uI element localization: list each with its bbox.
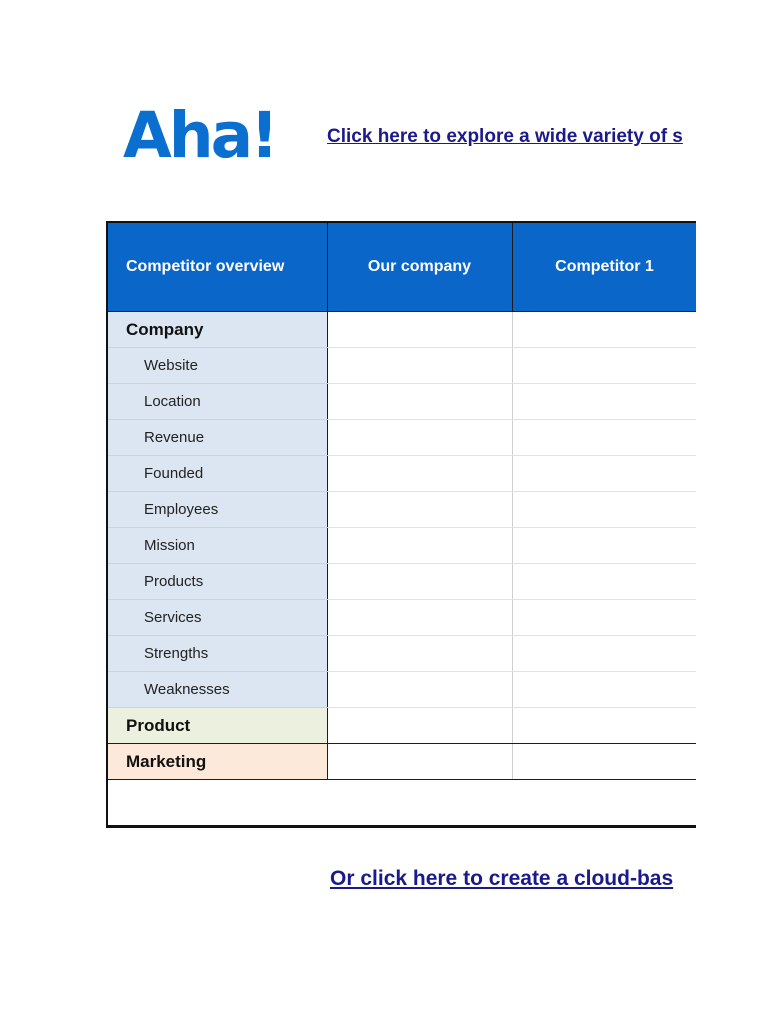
explore-templates-link[interactable]: Click here to explore a wide variety of s	[327, 126, 683, 147]
row-label-strengths: Strengths	[108, 636, 327, 672]
section-label-product: Product	[108, 708, 327, 744]
table-row	[108, 420, 696, 456]
table-footer	[108, 780, 696, 823]
table-row	[108, 384, 696, 420]
table-cell[interactable]	[327, 312, 512, 348]
header-row	[108, 223, 696, 312]
table-cell[interactable]	[327, 708, 512, 744]
section-label-marketing: Marketing	[108, 744, 327, 780]
table-cell[interactable]	[327, 384, 512, 420]
table-cell[interactable]	[327, 348, 512, 384]
section-row-product	[108, 708, 696, 744]
table-cell[interactable]	[327, 600, 512, 636]
table-cell[interactable]	[512, 708, 696, 744]
row-label-website: Website	[108, 348, 327, 384]
row-label-employees: Employees	[108, 492, 327, 528]
table-cell[interactable]	[512, 492, 696, 528]
table-row	[108, 672, 696, 708]
table-cell[interactable]	[327, 528, 512, 564]
section-row-company	[108, 312, 696, 348]
table-cell[interactable]	[512, 384, 696, 420]
section-label-company: Company	[108, 312, 327, 348]
table-row	[108, 564, 696, 600]
create-cloud-roadmap-link[interactable]: Or click here to create a cloud-bas	[330, 867, 674, 890]
table-cell[interactable]	[327, 672, 512, 708]
row-label-location: Location	[108, 384, 327, 420]
table-cell[interactable]	[512, 456, 696, 492]
table-row	[108, 636, 696, 672]
table-row	[108, 348, 696, 384]
table-cell[interactable]	[512, 636, 696, 672]
table-cell[interactable]	[512, 348, 696, 384]
table-cell[interactable]	[512, 672, 696, 708]
table-cell[interactable]	[512, 744, 696, 780]
competitor-overview-table	[106, 221, 696, 828]
row-label-revenue: Revenue	[108, 420, 327, 456]
table-cell[interactable]	[512, 528, 696, 564]
row-label-services: Services	[108, 600, 327, 636]
table-row	[108, 492, 696, 528]
table-cell[interactable]	[327, 564, 512, 600]
table-row	[108, 528, 696, 564]
row-label-mission: Mission	[108, 528, 327, 564]
row-label-weaknesses: Weaknesses	[108, 672, 327, 708]
row-label-founded: Founded	[108, 456, 327, 492]
table-cell[interactable]	[512, 420, 696, 456]
table-cell[interactable]	[512, 600, 696, 636]
table-cell[interactable]	[327, 420, 512, 456]
aha-logo: Aha!	[123, 99, 276, 172]
table-row	[108, 456, 696, 492]
table-footer-row	[108, 780, 696, 823]
header-our-company: Our company	[327, 223, 512, 312]
table-cell[interactable]	[327, 636, 512, 672]
table-row	[108, 600, 696, 636]
table-cell[interactable]	[512, 312, 696, 348]
table-cell[interactable]	[327, 744, 512, 780]
section-row-marketing	[108, 744, 696, 780]
header-competitor-overview: Competitor overview	[108, 223, 327, 312]
header-competitor-1: Competitor 1	[512, 223, 696, 312]
row-label-products: Products	[108, 564, 327, 600]
table-cell[interactable]	[327, 456, 512, 492]
table-cell[interactable]	[327, 492, 512, 528]
table-cell[interactable]	[512, 564, 696, 600]
